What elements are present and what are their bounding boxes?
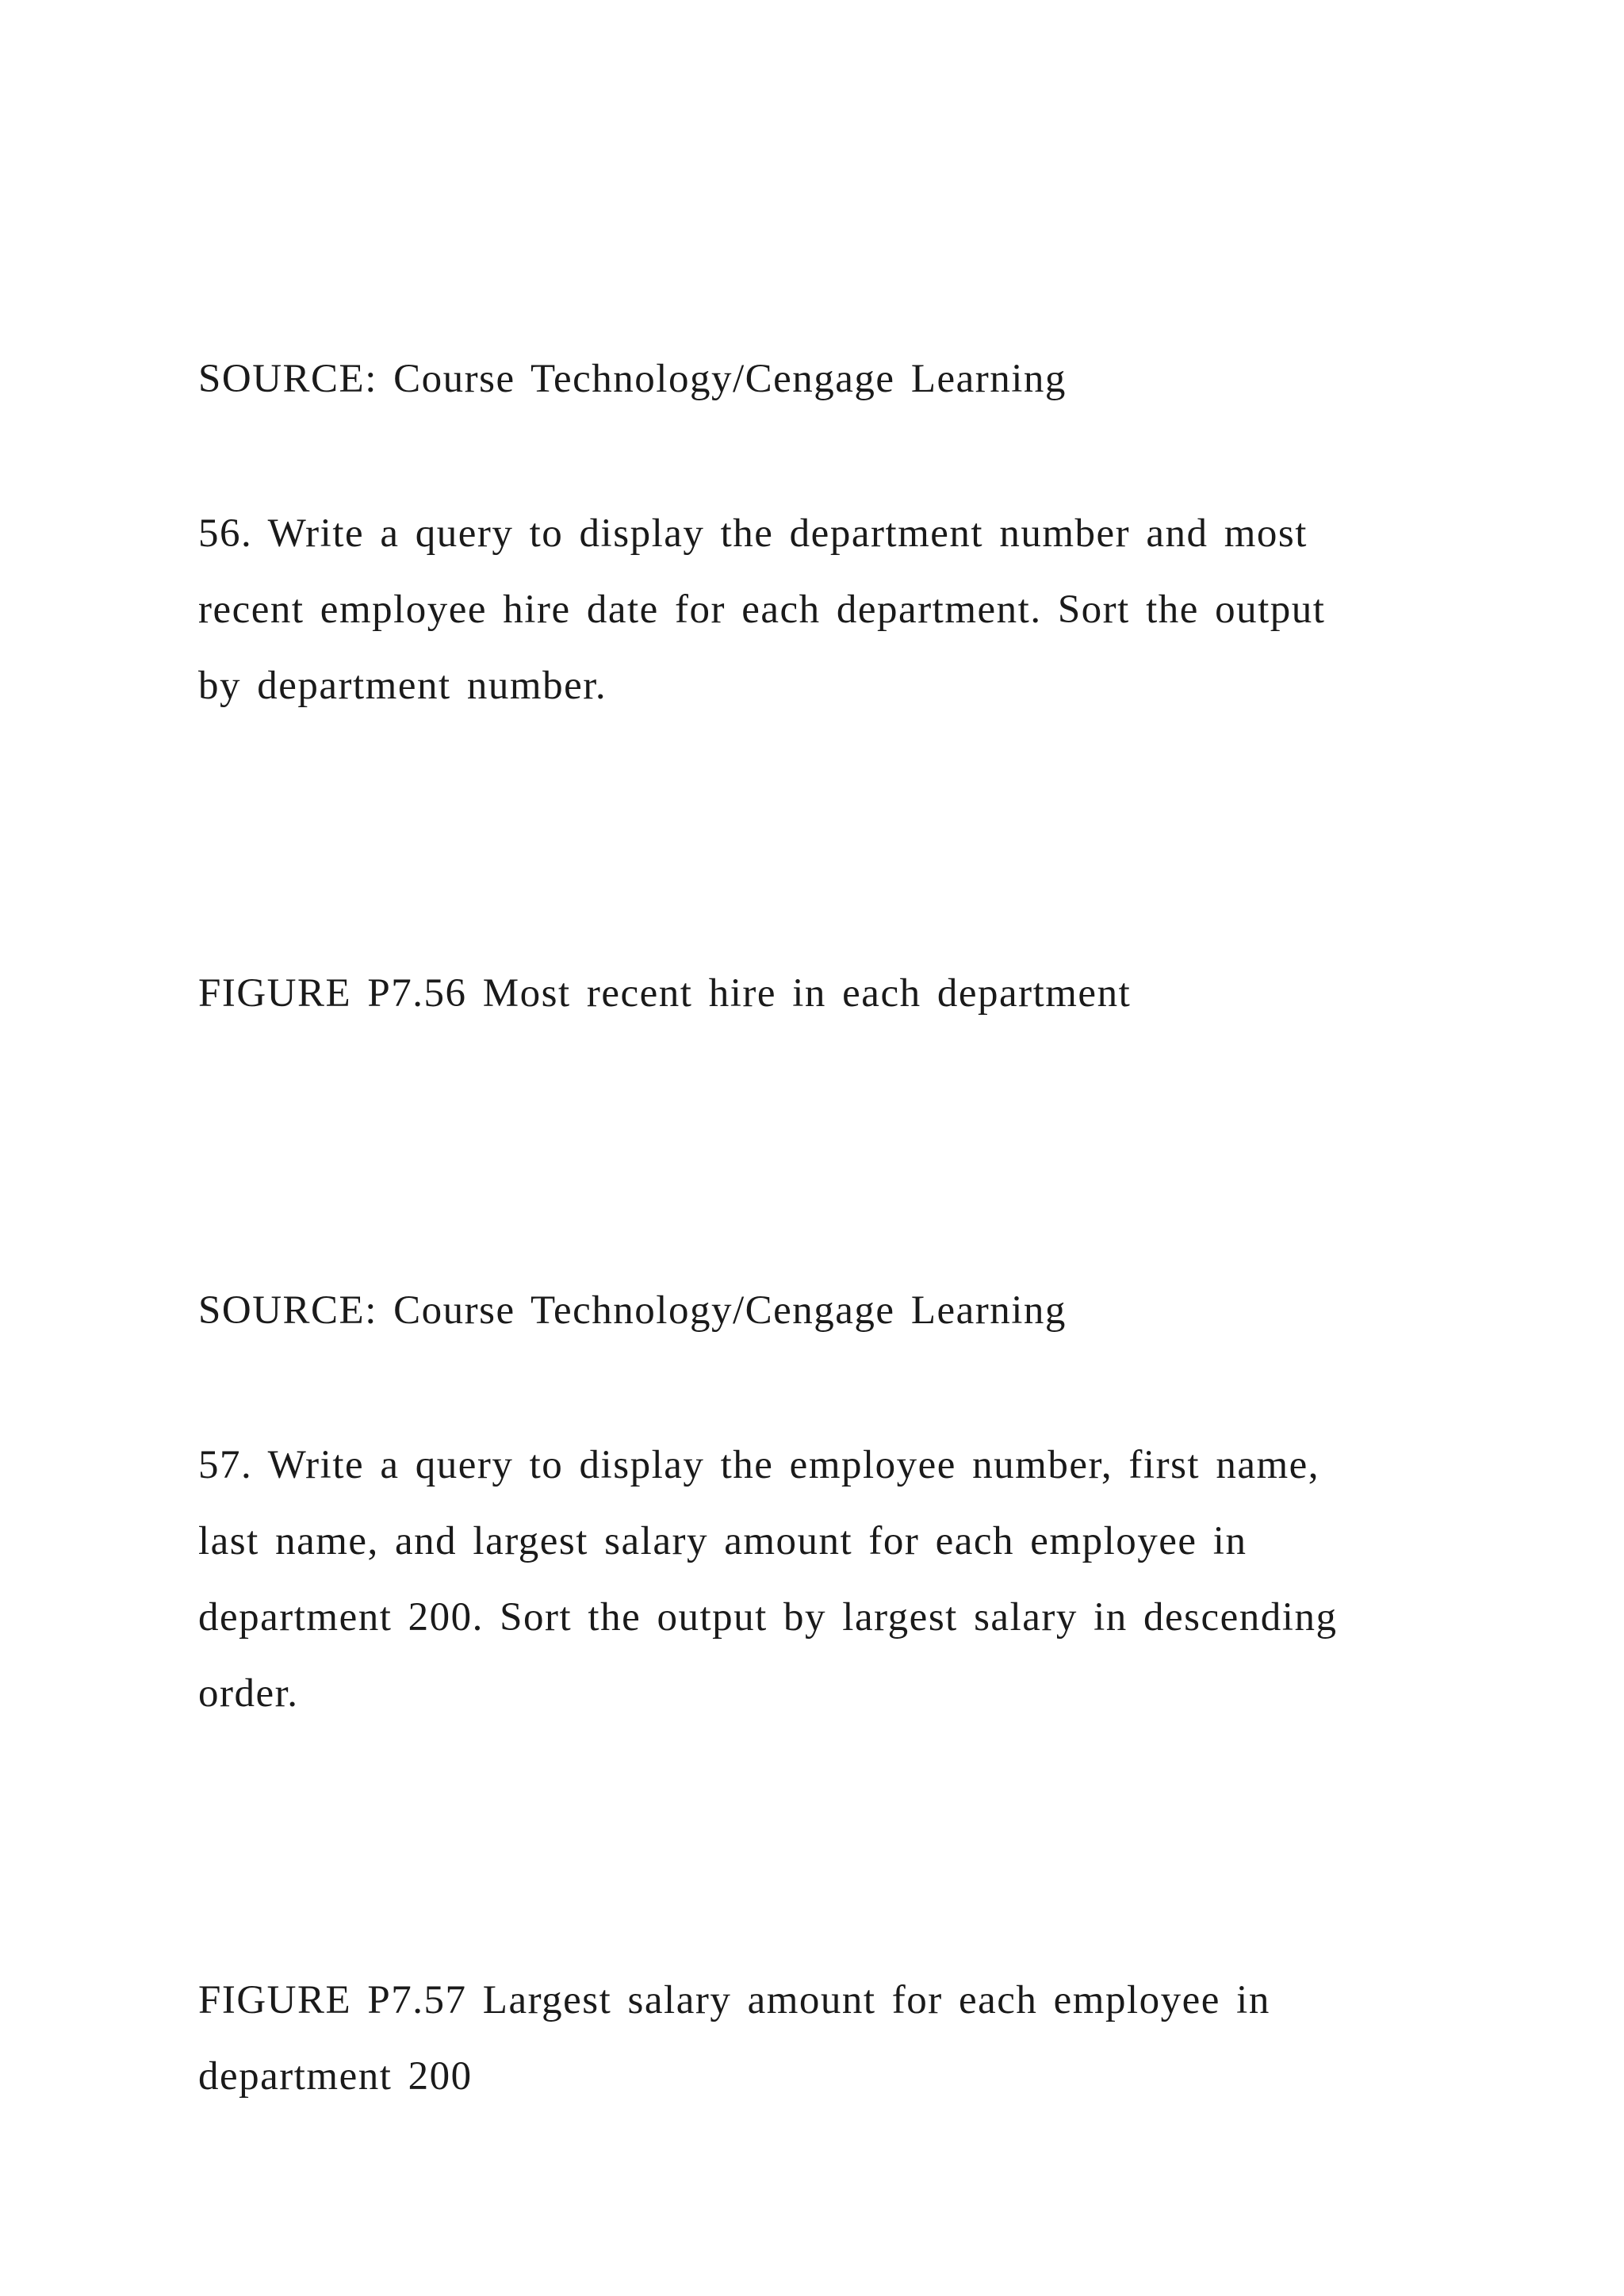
question-57 — [198, 1427, 1435, 1732]
figure-56-caption-text: FIGURE P7.56 Most recent hire in each department — [198, 971, 1132, 1016]
question-57-line: 57. Write a query to display the employee number, first name, — [198, 1443, 1320, 1487]
question-56-line: by department number. — [198, 664, 607, 708]
figure-57-caption-line: department 200 — [198, 2054, 473, 2099]
figure-57-caption-line: FIGURE P7.57 Largest salary amount for each employee in — [198, 1978, 1270, 2022]
question-56-line: recent employee hire date for each department. Sort the output — [198, 587, 1326, 632]
source-credit-text: SOURCE: Course Technology/Cengage Learning — [198, 1288, 1067, 1333]
question-57-line: department 200. Sort the output by largest salary in descending — [198, 1595, 1338, 1640]
source-credit — [198, 1272, 1435, 1349]
question-57-line: last name, and largest salary amount for each employee in — [198, 1519, 1247, 1563]
question-57-line: order. — [198, 1671, 299, 1716]
figure-57-caption — [198, 1962, 1435, 2114]
question-56 — [198, 496, 1435, 724]
question-56-line: 56. Write a query to display the department number and most — [198, 511, 1308, 556]
figure-56-caption — [198, 955, 1435, 1031]
source-credit-text: SOURCE: Course Technology/Cengage Learning — [198, 357, 1067, 401]
source-credit — [198, 341, 1435, 417]
